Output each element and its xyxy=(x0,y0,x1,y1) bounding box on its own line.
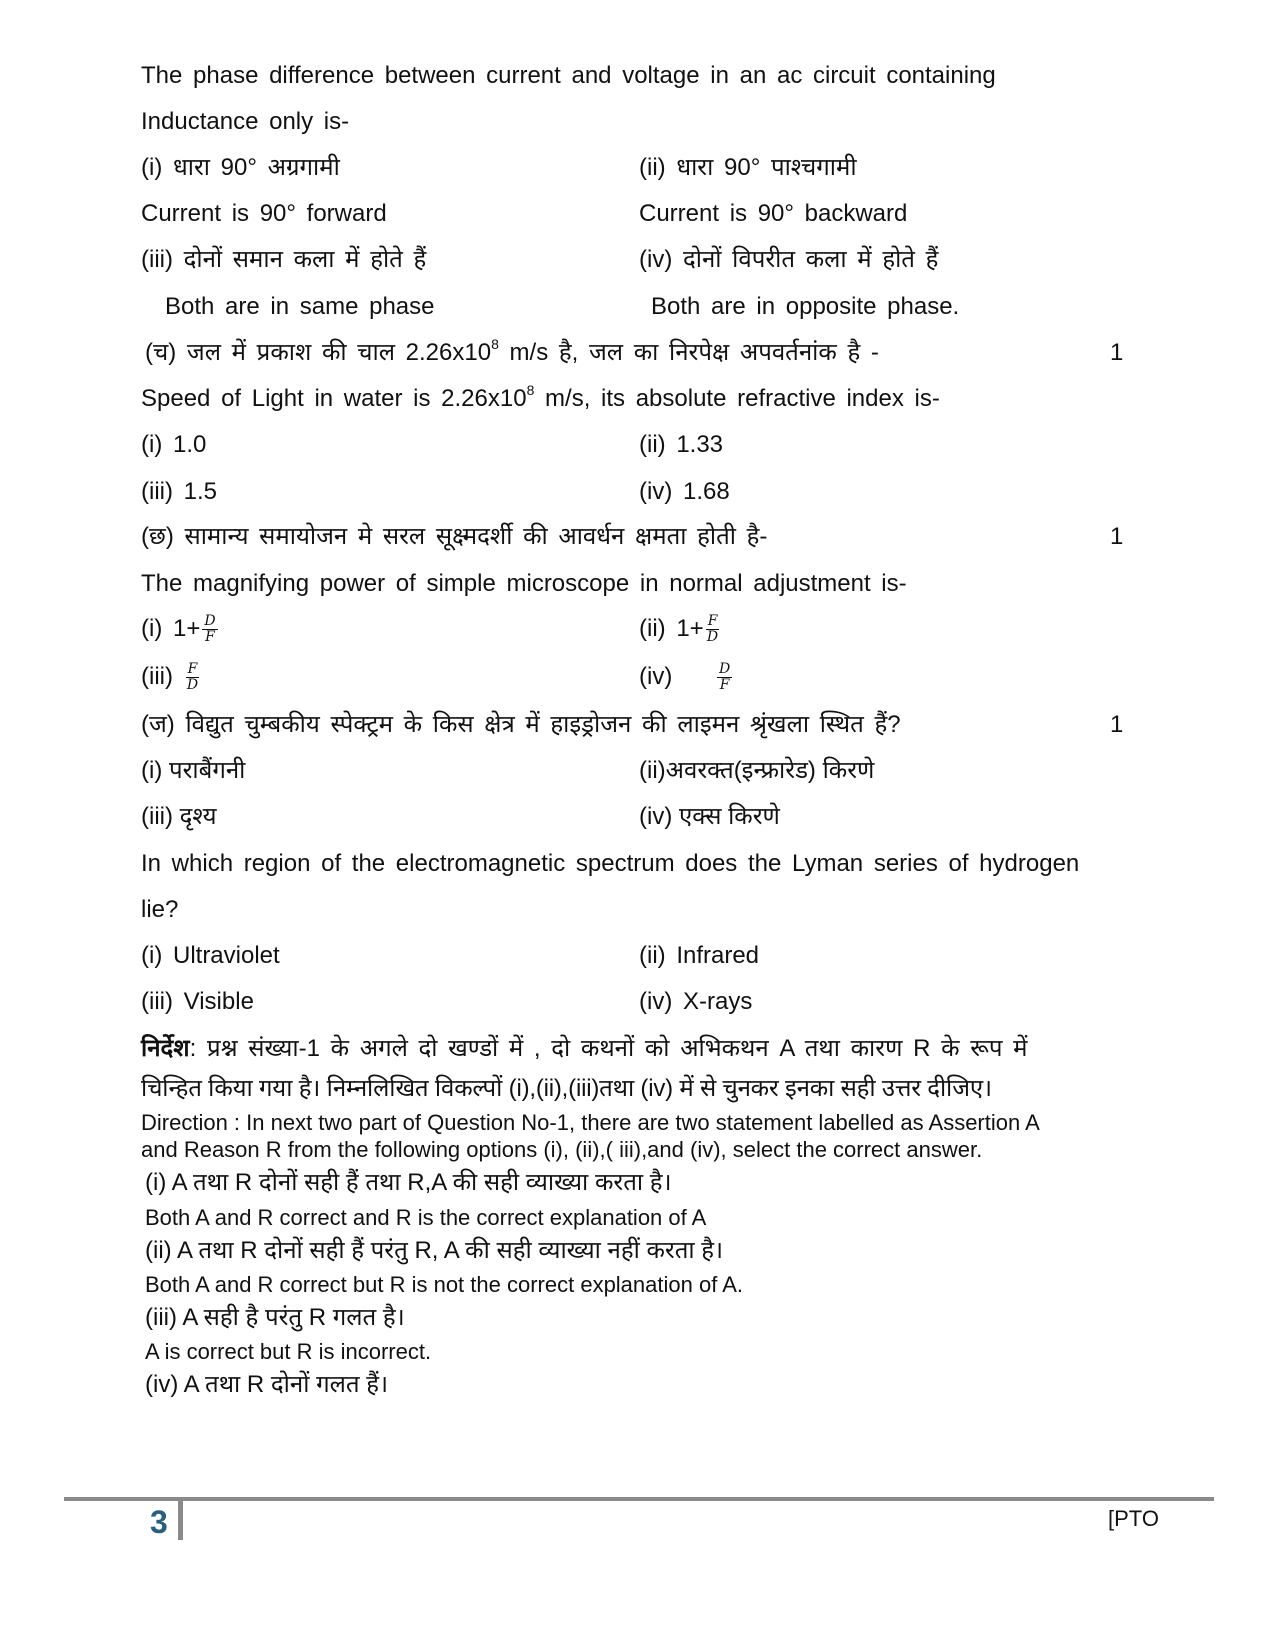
question-ch-english-prefix: Speed of Light in water is 2.26x10 xyxy=(141,385,527,412)
direction-english-line2: and Reason R from the following options (i), (ii),( iii),and (iv), select the correct answer. xyxy=(141,1137,983,1162)
fraction-numerator: F xyxy=(187,661,198,678)
question-j-option-2-english: (ii) Infrared xyxy=(639,942,760,969)
direction-option-2-english: Both A and R correct but R is not the correct explanation of A. xyxy=(145,1272,744,1297)
question-e-option-2-english: Current is 90° backward xyxy=(639,200,908,227)
question-ch-hindi-prefix: (च) जल में प्रकाश की चाल 2.26x10 xyxy=(145,339,492,366)
question-j-option-1-hindi: (i) पराबैंगनी xyxy=(141,757,246,784)
question-ch-english-exponent: 8 xyxy=(526,382,535,398)
question-chh-option-1-label: (i) 1+ xyxy=(141,615,201,642)
question-ch-english xyxy=(141,384,940,414)
question-ch-hindi-suffix: m/s है, जल का निरपेक्ष अपवर्तनांक है - xyxy=(498,339,879,366)
fraction-f-over-d xyxy=(706,614,720,645)
question-chh-marks: 1 xyxy=(1110,523,1124,550)
direction-option-1-english: Both A and R correct and R is the correct explanation of A xyxy=(145,1205,707,1230)
fraction-numerator: F xyxy=(707,613,718,630)
fraction-denominator: F xyxy=(719,677,730,694)
question-ch-option-3: (iii) 1.5 xyxy=(141,478,218,505)
page-number-divider xyxy=(178,1500,183,1540)
question-chh-option-3-label: (iii) xyxy=(141,663,173,690)
question-e-option-3-english: Both are in same phase xyxy=(165,293,435,320)
page-number: 3 xyxy=(150,1504,168,1540)
footer-rule xyxy=(64,1497,1214,1501)
pto-label: [PTO xyxy=(1108,1506,1159,1531)
direction-option-3-english: A is correct but R is incorrect. xyxy=(145,1339,432,1364)
question-e-option-3-hindi: (iii) दोनों समान कला में होते हैं xyxy=(141,246,427,273)
question-j-option-3-english: (iii) Visible xyxy=(141,988,254,1015)
direction-hindi-label: निर्देश xyxy=(141,1035,190,1062)
question-j-english-line1: In which region of the electromagnetic spectrum does the Lyman series of hydrogen xyxy=(141,850,1080,877)
question-e-stem-line2: Inductance only is- xyxy=(141,108,350,135)
question-chh-option-2-label: (ii) 1+ xyxy=(639,615,704,642)
direction-option-3-hindi: (iii) A सही है परंतु R गलत है। xyxy=(145,1304,405,1331)
fraction-denominator: D xyxy=(706,629,719,646)
question-chh-hindi: (छ) सामान्य समायोजन मे सरल सूक्ष्मदर्शी की आवर्धन क्षमता होती है- xyxy=(141,523,768,550)
question-ch-option-1: (i) 1.0 xyxy=(141,431,207,458)
question-j-option-3-hindi: (iii) दृश्य xyxy=(141,803,217,830)
question-j-english-line2: lie? xyxy=(141,896,179,923)
direction-option-2-hindi: (ii) A तथा R दोनों सही हैं परंतु R, A की सही व्याख्या नहीं करता है। xyxy=(145,1237,724,1264)
question-j-option-4-english: (iv) X-rays xyxy=(639,988,753,1015)
question-j-option-1-english: (i) Ultraviolet xyxy=(141,942,280,969)
question-e-option-4-hindi: (iv) दोनों विपरीत कला में होते हैं xyxy=(639,246,939,273)
question-ch-marks: 1 xyxy=(1110,339,1124,366)
question-j-hindi: (ज) विद्युत चुम्बकीय स्पेक्ट्रम के किस क्षेत्र में हाइड्रोजन की लाइमन श्रृंखला स्थित हैं? xyxy=(141,711,901,738)
direction-option-1-hindi: (i) A तथा R दोनों सही हैं तथा R,A की सही व्याख्या करता है। xyxy=(145,1169,672,1196)
fraction-numerator: D xyxy=(204,613,216,630)
question-j-marks: 1 xyxy=(1110,711,1124,738)
question-chh-english: The magnifying power of simple microscope in normal adjustment is- xyxy=(141,570,907,597)
question-chh-option-1 xyxy=(141,614,218,645)
fraction-denominator: F xyxy=(205,629,215,646)
question-ch-option-4: (iv) 1.68 xyxy=(639,478,730,505)
fraction-f-over-d xyxy=(186,662,200,693)
question-e-option-4-english: Both are in opposite phase. xyxy=(651,293,960,320)
question-j-option-4-hindi: (iv) एक्स किरणे xyxy=(639,803,780,830)
question-j-option-2-hindi: (ii)अवरक्त(इन्फ्रारेड) किरणे xyxy=(639,757,875,784)
direction-english-line1: Direction : In next two part of Question No-1, there are two statement labelled as Assertion A xyxy=(141,1110,1040,1135)
fraction-numerator: D xyxy=(719,661,731,678)
direction-hindi-line1-text: : प्रश्न संख्या-1 के अगले दो खण्डों में , दो कथनों को अभिकथन A तथा कारण R के रूप में xyxy=(189,1035,1028,1062)
fraction-denominator: D xyxy=(186,677,199,694)
question-chh-option-3 xyxy=(141,662,199,693)
fraction-d-over-f xyxy=(717,662,732,693)
question-e-option-2-hindi: (ii) धारा 90° पाश्चगामी xyxy=(639,154,857,181)
direction-hindi-line2: चिन्हित किया गया है। निम्नलिखित विकल्पों (i),(ii),(iii)तथा (iv) में से चुनकर इनका सही उत्तर दीजिए। xyxy=(141,1075,992,1102)
question-ch-english-suffix: m/s, its absolute refractive index is- xyxy=(534,385,940,412)
question-e-option-1-english: Current is 90° forward xyxy=(141,200,387,227)
question-e-option-1-hindi: (i) धारा 90° अग्रगामी xyxy=(141,154,340,181)
question-ch-hindi-exponent: 8 xyxy=(491,336,499,352)
fraction-d-over-f xyxy=(202,614,217,645)
question-chh-option-2 xyxy=(639,614,719,645)
question-ch-option-2: (ii) 1.33 xyxy=(639,431,724,458)
question-chh-option-4 xyxy=(639,662,732,693)
direction-hindi-line1 xyxy=(141,1034,1028,1064)
question-chh-option-4-label: (iv) xyxy=(639,663,673,690)
direction-option-4-hindi: (iv) A तथा R दोनों गलत हैं। xyxy=(145,1371,389,1398)
question-ch-hindi xyxy=(145,338,879,368)
question-e-stem-line1: The phase difference between current and voltage in an ac circuit containing xyxy=(141,62,996,89)
